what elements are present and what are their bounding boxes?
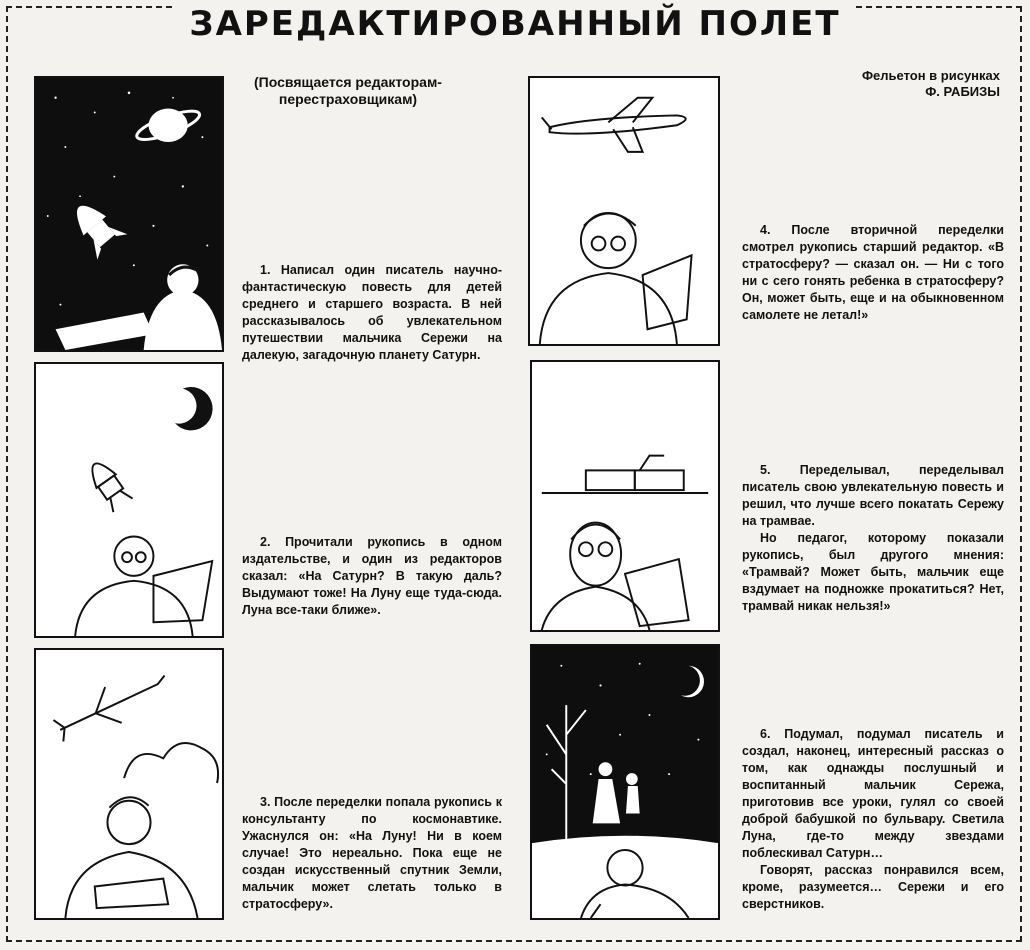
moon-drawing: [681, 666, 704, 698]
rocket-drawing: [64, 194, 127, 259]
writer-drawing: [56, 264, 222, 350]
page-title: ЗАРЕДАКТИРОВАННЫЙ ПОЛЕТ: [0, 4, 1030, 44]
dedication: (Посвящается редакторам-перестраховщикам): [254, 74, 442, 107]
byline: [800, 68, 1000, 100]
rocket-drawing: [85, 457, 133, 512]
caption-6: 6. Подумал, подумал писатель и создал, наконец, интересный рассказ о том, как однажды послушный и воспитанный мальчик Сережа, приготовив все уроки, гулял со своей доброй бабушкой по бульвару. Светила Луна, где-то между звездами поблескивал Сатурн… Говорят, рассказ понравился всем, кроме, разумеется… Сережи и его сверстников.: [742, 727, 1004, 911]
panel-1-illustration: [34, 76, 224, 352]
caption-2: 2. Прочитали рукопись в одном издательстве, и один из редакторов сказал: «На Сатурн? В такую даль? Выдумают тоже! На Луну еще туда-сюда. Луна все-таки ближе».: [242, 535, 502, 617]
stars: [546, 663, 700, 775]
pedagogue-drawing: [542, 523, 689, 630]
jet-drawing: [50, 662, 175, 749]
byline-author: Ф. РАБИЗЫ: [925, 84, 1000, 99]
airplane-drawing: [542, 98, 686, 152]
editor-drawing: [75, 536, 212, 636]
caption-3: 3. После переделки попала рукопись к консультанту по космонавтике. Ужаснулся он: «На Луну! Ни в коем случае! Это нереально. Пока еще не создан искусственный спутник Земли, мальчик может слетать только в стратосферу».: [242, 795, 502, 911]
consultant-drawing: [65, 797, 197, 918]
senior-editor-drawing: [540, 213, 692, 344]
panel-2-illustration: [34, 362, 224, 638]
ground-drawing: [532, 836, 718, 918]
caption-5: 5. Переделывал, переделывал писатель свою увлекательную повесть и решил, что лучше всего покатать Сережу на трамвае. Но педагог, которому показали рукопись, был другого мнения: «Трамвай? Может быть, мальчик еще вздумает на подножке прокатиться? Нет, трамвай никак нельзя!»: [742, 463, 1004, 613]
caption-4: 4. После вторичной переделки смотрел рукопись старший редактор. «В стратосферу? — сказал он. — Ни с того ни с сего гонять ребенка в стратосферу? Он, может быть, еще и на обыкновенном самолете не летал!»: [742, 223, 1004, 322]
panel-3-illustration: [34, 648, 224, 920]
saturn-drawing: [134, 106, 203, 146]
byline-genre: Фельетон в рисунках: [861, 68, 1000, 83]
grandmother-and-boy-drawing: [593, 762, 640, 823]
panel-5-illustration: [530, 360, 720, 632]
panel-4-illustration: [528, 76, 720, 346]
caption-1: 1. Написал один писатель научно-фантастическую повесть для детей среднего и старшего возраста. В ней рассказывалось об увлекательном путешествии мальчика Сережи на далекую, загадочную планету Сатурн.: [242, 263, 502, 362]
cloud-drawing: [124, 743, 218, 783]
panel-6-illustration: [530, 644, 720, 920]
tree-drawing: [547, 705, 586, 843]
tram-drawing: [586, 456, 684, 490]
moon-drawing: [175, 387, 213, 430]
